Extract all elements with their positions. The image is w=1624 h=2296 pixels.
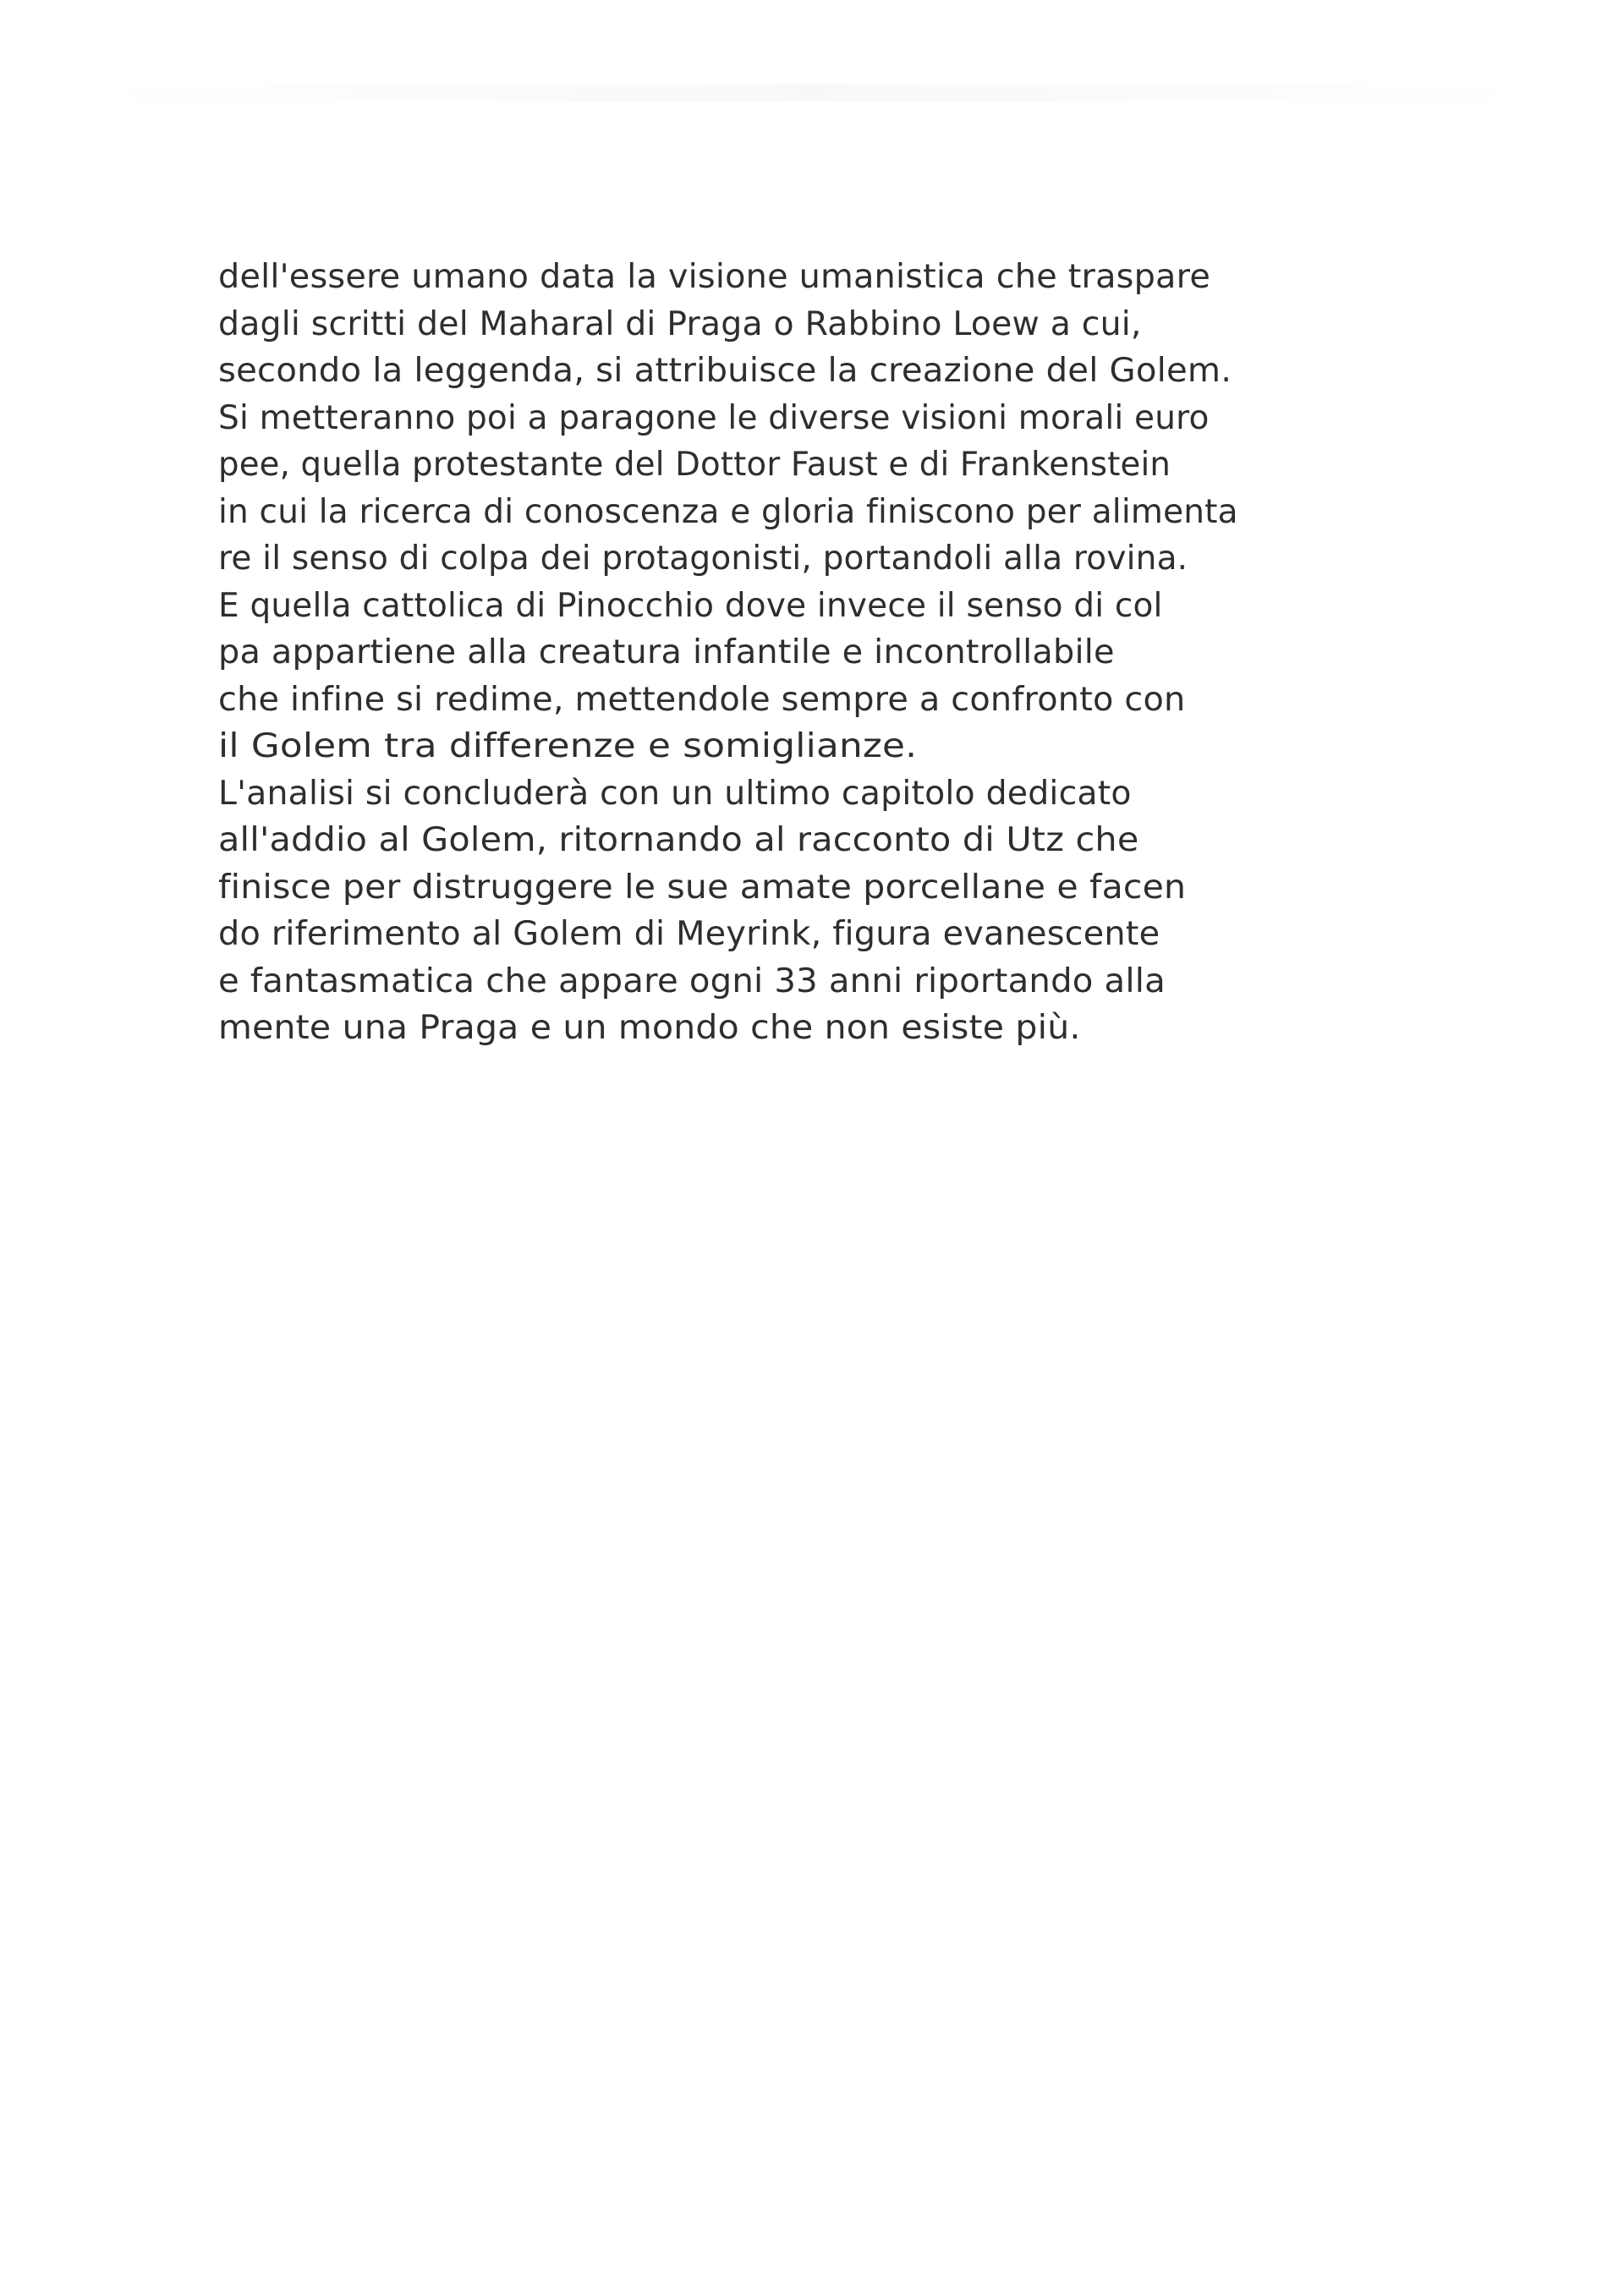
text-line: secondo la leggenda, si attribuisce la creazione del Golem.: [218, 352, 1232, 390]
text-line: E quella cattolica di Pinocchio dove invece il senso di col: [218, 586, 1163, 625]
text-line: pa appartiene alla creatura infantile e incontrollabile: [218, 633, 1115, 671]
text-line: dell'essere umano data la visione umanistica che traspare: [218, 258, 1210, 296]
text-line: do riferimento al Golem di Meyrink, figura evanescente: [218, 915, 1160, 953]
text-line: mente una Praga e un mondo che non esiste più.: [218, 1009, 1081, 1047]
scan-edge-shadow: [85, 85, 1539, 101]
text-line: L'analisi si concluderà con un ultimo capitolo dedicato: [218, 774, 1132, 813]
text-line: Si metteranno poi a paragone le diverse visioni morali euro: [218, 398, 1210, 437]
text-line: in cui la ricerca di conoscenza e gloria finiscono per alimenta: [218, 492, 1238, 531]
handwritten-text-block: [218, 254, 1436, 1052]
text-line: il Golem tra differenze e somiglianze.: [218, 727, 918, 765]
text-line: finisce per distruggere le sue amate porcellane e facen: [218, 868, 1187, 907]
text-line: re il senso di colpa dei protagonisti, portandoli alla rovina.: [218, 540, 1188, 578]
text-line: dagli scritti del Maharal di Praga o Rabbino Loew a cui,: [218, 304, 1142, 343]
text-line: all'addio al Golem, ritornando al racconto di Utz che: [218, 821, 1139, 859]
text-line: pee, quella protestante del Dottor Faust e di Frankenstein: [218, 446, 1171, 484]
text-line: e fantasmatica che appare ogni 33 anni riportando alla: [218, 962, 1166, 1000]
text-line: che infine si redime, mettendole sempre a confronto con: [218, 680, 1186, 719]
